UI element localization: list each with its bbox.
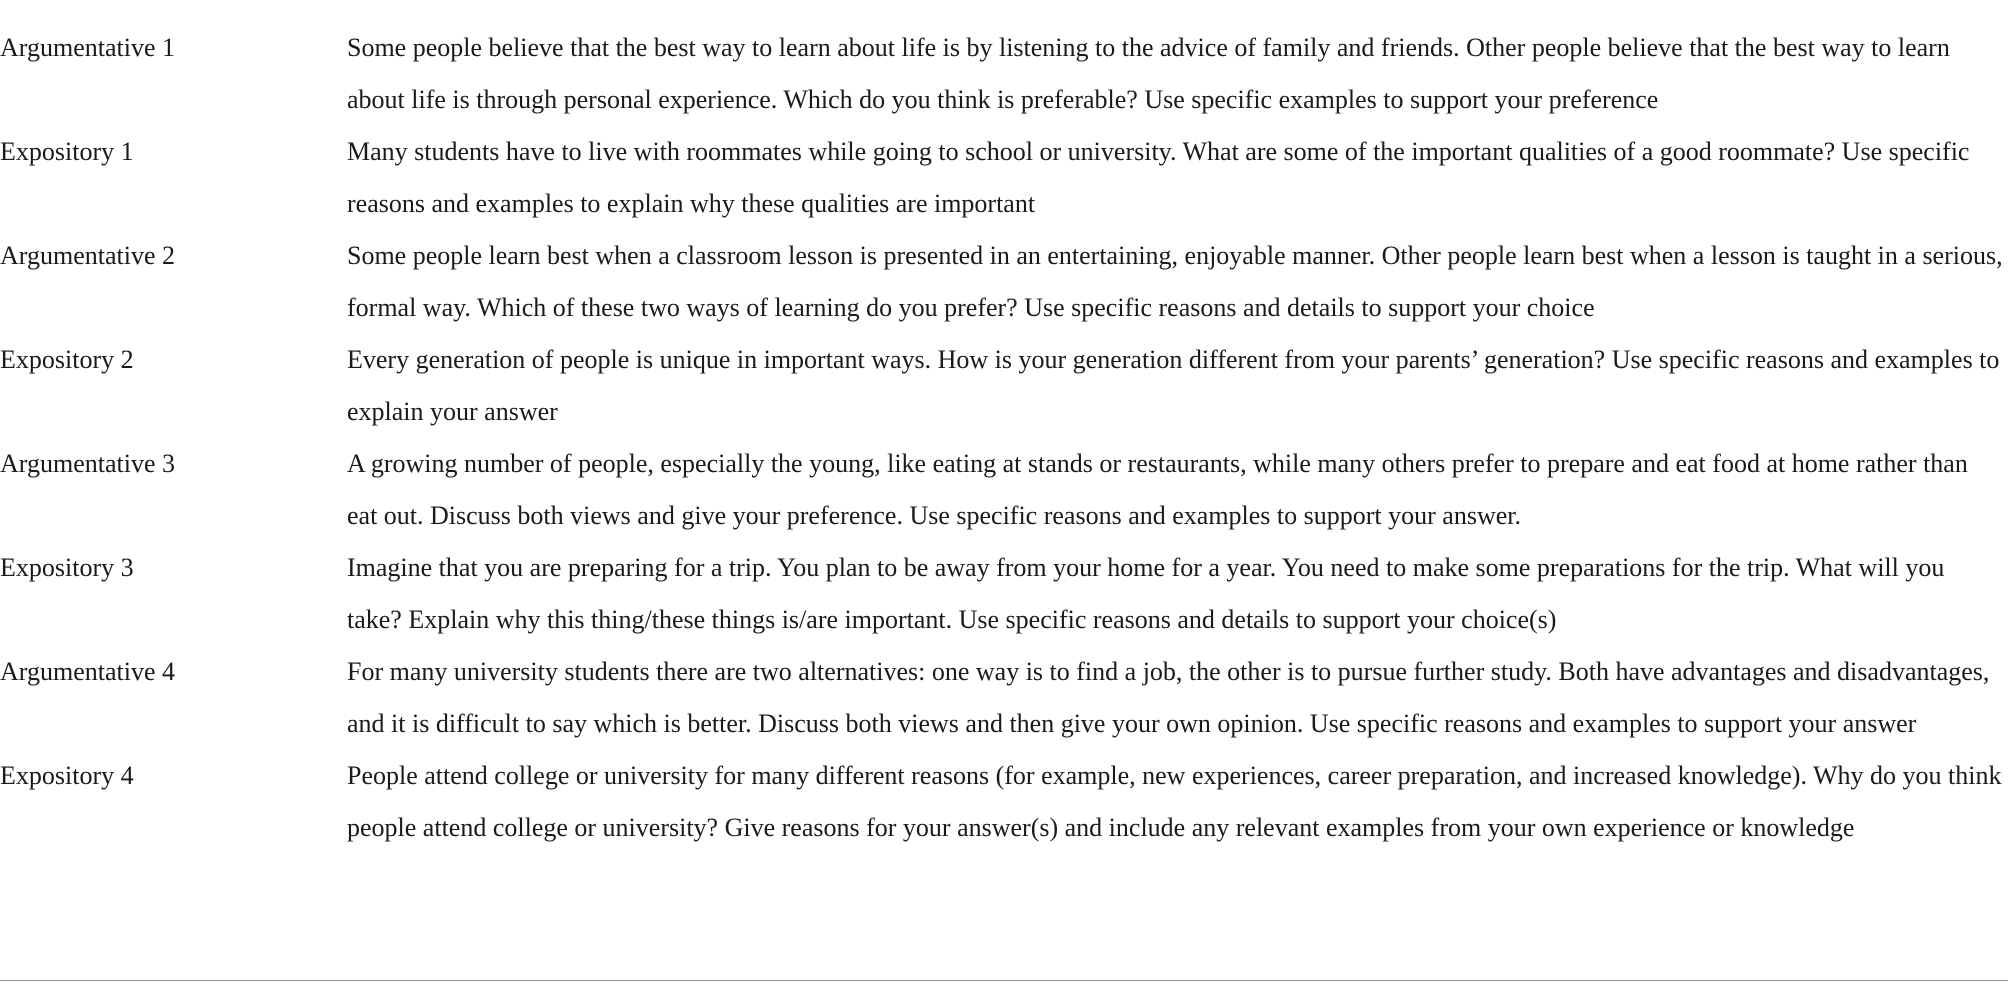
row-label: Argumentative 1: [0, 33, 175, 62]
row-label: Expository 1: [0, 137, 134, 166]
row-prompt: Some people believe that the best way to learn about life is by listening to the advice of family and friends. Other people believe that the best way to learn about life is through personal experience. Which do you think is preferable? Use specific examples to support your preference: [347, 33, 1950, 114]
writing-prompts-table: [0, 22, 2008, 854]
row-prompt: Every generation of people is unique in important ways. How is your generation different from your parents’ generation? Use specific reasons and examples to explain your answer: [347, 345, 2000, 426]
row-label: Argumentative 2: [0, 241, 175, 270]
table-row-argumentative-4: [0, 646, 2008, 750]
row-label: Expository 4: [0, 761, 134, 790]
table-row-expository-3: [0, 542, 2008, 646]
table-row-expository-2: [0, 334, 2008, 438]
row-label: Argumentative 3: [0, 449, 175, 478]
table-row-argumentative-2: [0, 230, 2008, 334]
row-prompt: For many university students there are two alternatives: one way is to find a job, the other is to pursue further study. Both have advantages and disadvantages, and it is difficult to say which is better. Discuss both views and then give your own opinion. Use specific reasons and examples to support your answer: [347, 657, 1990, 738]
table-row-argumentative-1: [0, 22, 2008, 126]
row-prompt: A growing number of people, especially the young, like eating at stands or restaurants, while many others prefer to prepare and eat food at home rather than eat out. Discuss both views and give your preference. Use specific reasons and examples to support your answer.: [347, 449, 1968, 530]
table-row-expository-4: [0, 750, 2008, 854]
row-prompt: Imagine that you are preparing for a trip. You plan to be away from your home for a year. You need to make some preparations for the trip. What will you take? Explain why this thing/these things is/are important. Use specific reasons and details to support your choice(s): [347, 553, 1945, 634]
row-label: Expository 3: [0, 553, 134, 582]
row-prompt: Many students have to live with roommates while going to school or university. What are some of the important qualities of a good roommate? Use specific reasons and examples to explain why these qualities are important: [347, 137, 1970, 218]
table-row-expository-1: [0, 126, 2008, 230]
row-label: Argumentative 4: [0, 657, 175, 686]
table-bottom-rule: [0, 980, 2008, 981]
table-row-argumentative-3: [0, 438, 2008, 542]
row-prompt: People attend college or university for many different reasons (for example, new experiences, career preparation, and increased knowledge). Why do you think people attend college or university? Give reasons for your answer(s) and include any relevant examples from your own experience or knowledge: [347, 761, 2002, 842]
row-label: Expository 2: [0, 345, 134, 374]
row-prompt: Some people learn best when a classroom lesson is presented in an entertaining, enjoyable manner. Other people learn best when a lesson is taught in a serious, formal way. Which of these two ways of learning do you prefer? Use specific reasons and details to support your choice: [347, 241, 2003, 322]
